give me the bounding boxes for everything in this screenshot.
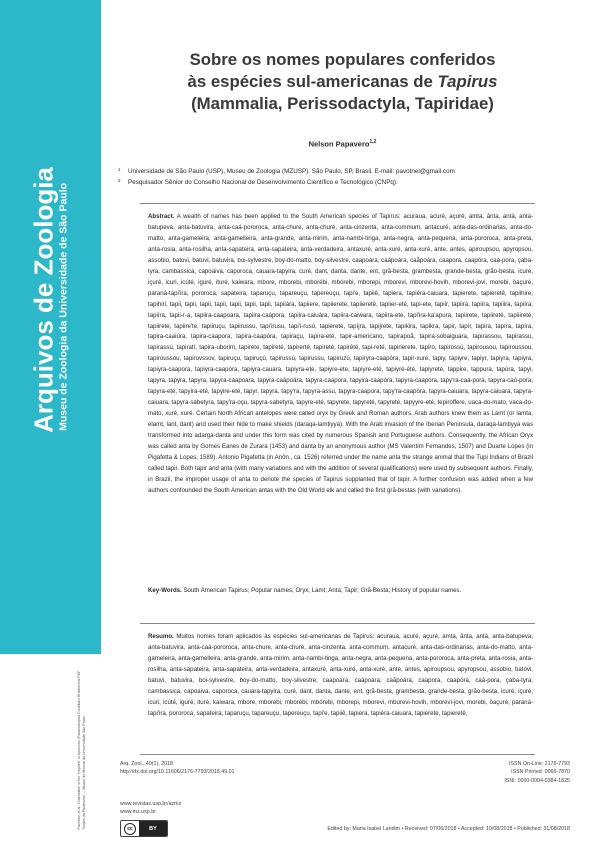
author-name: Nelson Papavero [308,139,370,149]
abstract-label: Abstract. [148,213,175,220]
cc-by-label: BY [139,821,167,836]
title-genus: Tapirus [437,72,498,91]
cc-by-license-badge[interactable] [120,820,168,837]
museum-url[interactable]: www.mz.usp.br [120,809,156,816]
journal-subtitle: Museu de Zoologia da Universidade de São Paulo [57,182,70,431]
doi-link[interactable]: http://dx.doi.org/10.11606/2176-7793/2018.49.01 [120,769,235,776]
affiliations [118,166,538,188]
divider [140,623,535,624]
journal-url[interactable]: www.revistas.usp.br/azmz [120,801,182,807]
vertical-margin-note [77,671,87,830]
title-line-2-prefix: às espécies sul-americanas de [187,72,438,91]
abstract-text: A wealth of names has been applied to the South American species of Tapirus: acuraua, acuré, açuré, amta, ânta, antá, anta-batupeva, anta-batuvira, anta-caá-pororoca, anta-chure, anta-churé, anta-cinzenta, anta-commum, antacuré, anta-das-ordinarias, anta-do-matto, anta-gameleira, anta-gamelleira, anta-grande, anta-mirim, anta-nambi-tinga, anta-negra, anta-pequena, anta-pororoca, anta-preta, anta-rosia, anta-rosilha, anta-sapateira, anta-sapateira, anta-verdadeira, antaxuré, anta-xuré, anta-xuré, ante, antes, apiroupsou, apyropsou, assobio, batovi, batuvi, batuvira, boi-sylvestre, boy-do-matto, boy-silvestre, caapoára, caápoára, caãpoára, caapora, caapóra, caá-pora, çaba-tyra, cambassica, capoaiva, caporoca, cauara-tapyira, curé, dant, danta, dante, ent, grã-besta, grambesta, grande-besta, grão-besta, icuré, içuré, icuri, icúté, iguré, ituré, kaiwara, mbore, mborebi, mborébi, mbórebi, mborepi, mborevi, mborevi-hovih, mborevi-jovi, morebi, öaçuré, paraná-tapi'ira, pororoca, sapateira, taparuçu, tapareuçu, tapereuçu, tapi'e, tapiiê, tapiera, tapiéra-caiuara, tapierete, tapieretê, tapiihire, tapihiri, tapii, tapii, tapii, tapii, tapii, tapii, tapii, tapiiára, tapiiere, tapiierete, tapiieretê, tapiier-eté, tapi-ete, tapiir, tapiira, tapiíra, tapiiira, tapiíra, tapiíra, tapii-r-a, tapiira-caapoara, tapiira-caápora, tapiira-caiuára, tapiira-caiwara, tapiira-ete, tapi'ira-ka'apura, tapiirete, tapiireté, tapiiireté, tapiirete, tapiire'te, tapiiruçu, tapiirussu, tapi'irusu, tapi'i-rusú, tapierete, tapíjra, tapijrete, tapikira, tapikra, tapir, tapír, tapira, tapíra, tapíra, tapira-caaiúra, tapira-caapora, tapira-caapóra, tapiraçu, tapira-eté, tapir-americano, tapirapoã, tapira-sobaiguara, tapirassou, tapirassu, tapirassú, tapiratí, tapira-uborim, tapirete, tapireté, tapirerté, tapireté, tapirêté, tapi-reté, tapirierete, tapiro, tapirossú, tapirousou, tapiroussou, tapiroussou, tapirovssov, tapiruçu, tapiruçú, tapirussú, tapirussu, tapiruzú, tapiryra-caapóra, tapir-xuré, tapiy, tapiyre, tapiyr, tapiyra, tapiyra, tapiyra-caapora, tapiyra-caapóra, tapiyra-cauara, tapiyra-ete, tapiyre-ete, tapiyre-eté, tapiyré-été, tapiyreté, tappire, tappura, tapúra, tapyi, tapyra, tapyra, tapyra, tapyra-caapoara, tapyra-caápoára, tapyra-caapora, tapyirá-caapóra, tapyra-caapóra, tapy'ra-caá-pora, tapyra-caó-pora, tapyra-eté, tapyira-eté, tapyire-eté, tapyr, tapyra, tapy'ra, tapyra-assu, tapyra-caapora, tapy'ra-caapóra, tapyra-caiuara, tapyra-caiuara, tapyra-caiuara, tapyra-sabetyra, tapy'ra-oçu, tapyra-sabetyra, tapyre-eté, tapyrete, tapyreté, tapyreté, tapyyre-eté, tepiroffere, uaca-do-mato, vaca-do-mato, xuré, xuré. Certain North African antelopes were called oryx by Greek and Roman authors. Arab authors knew them as Lamt (or lamta, elamt, lant, dant) and used their hide to make shields (daraqa-lamṭiyya). With the Arab invasion of the Iberian Peninsula, daraqa-lamṭiyya was transformed into adarga-danta and under this form was cited by numerous Spanish and Portuguese authors. Consequently, the African Oryx was called anta by Gomes Eanes de Zurara (1453) and danta by an anonymous author (MS Valentim Fernandes, 1507) and Duarte Lopes (in Pigafetta & Lopes, 1589). Antonio Pigafetta (in Anôn., ca. 1526) referred under the name anta the strange animal that the Tupi Indians of Brazil called tapir. Both tapir and anta (with many variations and with the addition of several qualifications) were used by subsequent authors. Finally, in Brazil, the improper usage of anta to denote the species of Tapirus supplanted that of tapir. A further confusion was added when a few authors confounded the South American antas with the Old World elk and called the first grã-bestas (with variations). [148,213,533,494]
affiliation-text: Universidade de São Paulo (USP), Museu de Zoologia (MZUSP). São Paulo, SP, Brasil. E-mail: pavotnel@gmail.com [128,168,455,175]
citation-info [120,760,234,777]
resumo [148,632,533,720]
keywords-text: South American Tapirus; Popular names; Oryx; Lamt; Anta; Tapir; Grã-Besta; History of popular names. [181,587,462,594]
issn-online: ISSN On-Line: 2176-7793 [509,761,570,767]
resumo-text: Muitos nomes foram aplicados às espécies sul-americanas de Tapirus: acuraua, acuré, açuré, amta, ânta, antá, anta-batupeva, anta-batuvira, anta-caá-pororoca, anta-chure, anta-churé, anta-cinzenta, anta-commum, antacuré, anta-das-ordinarias, anta-do-matto, anta-gameleira, anta-gamelleira, anta-grande, anta-mirim, anta-nambi-tinga, anta-negra, anta-pequena, anta-pororoca, anta-preta, anta-rosia, anta-rosilha, anta-sapateira, anta-sapateira, anta-verdadeira, antaxuré, anta-xuré, anta-xuré, ante, antes, apiroupsou, apyropsou, assobio, batovi, batuvi, batuvira, boi-sylvestre, boy-do-matto, boy-silvestre, caapoára, caápoára, caãpoára, caapora, caapóra, caá-pora, çaba-tyra, cambassica, capoaiva, caporoca, cauara-tapyira, curé, dant, danta, dante, ent, grã-besta, grambesta, grande-besta, grão-besta, icuré, içuré, icuri, icúté, iguré, ituré, kaiwara, mbore, mborebi, mborébi, mbórebi, mborepi, mborevi, mborevi-hovih, mborevi-jovi, morebi, öaçuré, paraná-tapi'ira, pororoca, sapateira, taparuçu, tapareuçu, tapereuçu, tapi'e, tapiiê, tapiera, tapiéra-caiuara, tapierete, tapieretê, [148,633,533,717]
editorial-dates: Edited by: Maria Isabel Landim • Received: 07/06/2018 • Accepted: 10/08/2018 • Published: 31/08/2018 [327,826,570,832]
vertical-note-line: Sorpes da Palaeozoo — Museu do Mineral da Universidade São Paulo [82,716,86,830]
issn-info [504,760,570,785]
affiliation-number: 1 [118,167,121,172]
isni: ISNI: 0000-0004-0384-1825 [504,777,570,784]
resumo-label: Resumo. [148,633,174,640]
author-line [150,139,535,149]
title-line-2 [150,71,535,93]
author-affiliation-marks: 1,2 [369,139,377,145]
title-line-1: Sobre os nomes populares conferidos [189,50,496,69]
affiliation-number: 2 [118,178,121,183]
title-line-3: (Mammalia, Perissodactyla, Tapiridae) [191,94,494,113]
vertical-note-line: Pacheco, et al.: Distribution of the "migrant" of Aprocrion (Palaeostropus Cordillaris Brasiliensis PDF [77,670,81,830]
affiliation [118,166,538,177]
affiliation [118,177,538,188]
article-title [150,49,535,115]
journal-urls [120,800,181,817]
journal-citation: Arq. Zool., 49(1), 2018 [120,761,173,767]
journal-name: Arquivos de Zoologia [28,167,59,433]
cc-circle: cc [124,823,136,835]
divider [140,754,535,755]
cc-icon [121,821,139,836]
affiliation-text: Pesquisador Sênior do Conselho Nacional de Desenvolvimento Científico e Tecnológico (CNPq). [128,179,398,186]
keywords-label: Key-Words. [148,587,182,594]
divider [140,203,535,204]
journal-branding [30,167,71,433]
keywords [148,586,533,597]
abstract [148,212,533,497]
issn-printed: ISSN Printed: 0066-7870 [511,769,570,776]
journal-sidebar [0,0,101,654]
